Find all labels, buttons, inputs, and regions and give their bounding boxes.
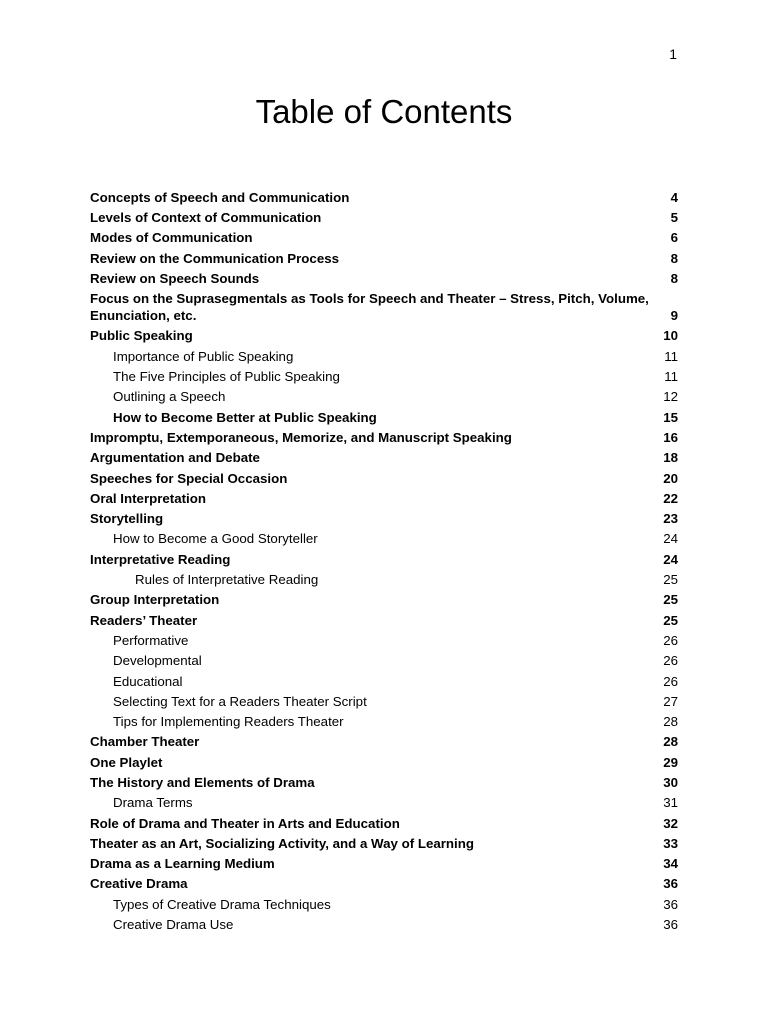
toc-entry[interactable] xyxy=(90,874,678,894)
toc-entry-page-number: 5 xyxy=(670,210,678,225)
toc-entry-title: Selecting Text for a Readers Theater Script xyxy=(113,693,367,709)
toc-entry[interactable] xyxy=(90,732,678,752)
toc-entry[interactable] xyxy=(90,630,678,650)
toc-entry[interactable] xyxy=(90,427,678,447)
toc-entry[interactable] xyxy=(90,610,678,630)
toc-entry[interactable] xyxy=(90,508,678,528)
toc-entry-title: Educational xyxy=(113,673,183,689)
toc-entry[interactable] xyxy=(90,833,678,853)
toc-entry-title: How to Become a Good Storyteller xyxy=(113,531,318,547)
toc-entry-page-number: 6 xyxy=(670,230,678,246)
toc-entry[interactable] xyxy=(90,346,678,366)
toc-entry[interactable] xyxy=(90,288,678,325)
toc-entry[interactable] xyxy=(90,366,678,386)
toc-entry[interactable] xyxy=(90,207,678,227)
toc-entry-title: Types of Creative Drama Techniques xyxy=(113,896,331,912)
toc-entry[interactable] xyxy=(90,488,678,508)
toc-entry-page-number: 24 xyxy=(663,531,678,547)
toc-entry-page-number: 25 xyxy=(663,572,678,588)
toc-entry-title: Concepts of Speech and Communication xyxy=(90,189,350,205)
toc-entry-title: Review on the Communication Process xyxy=(90,250,340,266)
toc-entry-page-number: 8 xyxy=(670,250,678,266)
toc-entry[interactable] xyxy=(90,671,678,691)
toc-entry-title: Creative Drama Use xyxy=(113,917,234,933)
toc-entry-page-number: 34 xyxy=(663,856,678,872)
toc-entry-title: Group Interpretation xyxy=(90,592,220,608)
toc-entry-title: Performative xyxy=(113,632,189,648)
toc-entry[interactable] xyxy=(90,590,678,610)
toc-entry-page-number: 27 xyxy=(663,693,678,709)
toc-entry-title: Argumentation and Debate xyxy=(90,450,260,466)
toc-entry-page-number: 25 xyxy=(663,592,678,608)
toc-entry-title: Public Speaking xyxy=(90,328,193,344)
toc-entry-title: Importance of Public Speaking xyxy=(113,348,294,364)
toc-entry-title: Oral Interpretation xyxy=(90,490,206,506)
toc-entry-page-number: 26 xyxy=(663,653,678,669)
toc-entry-title: Modes of Communication xyxy=(90,230,253,246)
toc-entry-page-number: 36 xyxy=(663,896,678,912)
toc-entry[interactable] xyxy=(90,894,678,914)
toc-entry-page-number: 11 xyxy=(664,369,678,385)
page-number: 1 xyxy=(669,46,677,62)
toc-entry-title: The History and Elements of Drama xyxy=(90,775,315,790)
toc-entry-title: Drama Terms xyxy=(113,795,193,811)
toc-entry-title: Storytelling xyxy=(90,511,164,527)
toc-entry-title: Levels of Context of Communication xyxy=(90,210,322,225)
toc-entry-title: One Playlet xyxy=(90,754,163,770)
toc-entry[interactable] xyxy=(90,448,678,468)
toc-entry-title: Outlining a Speech xyxy=(113,389,226,405)
toc-entry[interactable] xyxy=(90,549,678,569)
toc-entry[interactable] xyxy=(90,691,678,711)
toc-entry-page-number: 31 xyxy=(663,795,678,811)
toc-entry-title: The Five Principles of Public Speaking xyxy=(113,369,340,385)
toc-entry-title: Review on Speech Sounds xyxy=(90,270,260,286)
toc-entry-page-number: 28 xyxy=(663,714,678,730)
toc-entry[interactable] xyxy=(90,228,678,248)
table-of-contents xyxy=(90,187,678,935)
toc-entry-page-number: 28 xyxy=(663,734,678,750)
toc-entry-page-number: 12 xyxy=(663,389,678,405)
toc-entry-title: Rules of Interpretative Reading xyxy=(135,572,319,588)
toc-entry-title: Speeches for Special Occasion xyxy=(90,470,288,486)
toc-entry-page-number: 24 xyxy=(663,551,678,567)
toc-entry-page-number: 26 xyxy=(663,673,678,689)
toc-entry-page-number: 22 xyxy=(663,490,678,506)
toc-entry[interactable] xyxy=(90,529,678,549)
toc-entry[interactable] xyxy=(90,268,678,288)
toc-entry[interactable] xyxy=(90,711,678,731)
toc-entry-page-number: 29 xyxy=(663,754,678,770)
toc-entry-page-number: 11 xyxy=(664,348,678,364)
toc-entry-page-number: 15 xyxy=(663,409,678,425)
toc-entry-title: Theater as an Art, Socializing Activity, and a Way of Learning xyxy=(90,835,474,851)
toc-entry-title: Focus on the Suprasegmentals as Tools for Speech and Theater – Stress, Pitch, Volume, Enunciation, etc. xyxy=(90,291,649,324)
toc-entry[interactable] xyxy=(90,248,678,268)
toc-entry[interactable] xyxy=(90,651,678,671)
toc-entry-page-number: 10 xyxy=(663,328,678,344)
toc-entry[interactable] xyxy=(90,187,678,207)
toc-entry-page-number: 36 xyxy=(663,876,678,892)
toc-entry-page-number: 18 xyxy=(663,450,678,466)
toc-entry[interactable] xyxy=(90,914,678,934)
toc-entry-page-number: 16 xyxy=(663,429,678,445)
toc-entry-page-number: 8 xyxy=(670,270,678,286)
toc-entry-title: Role of Drama and Theater in Arts and Education xyxy=(90,815,400,831)
toc-entry-page-number: 4 xyxy=(670,189,678,205)
toc-entry-page-number: 26 xyxy=(663,632,678,648)
toc-entry-title: Tips for Implementing Readers Theater xyxy=(113,714,344,730)
toc-entry-page-number: 20 xyxy=(663,470,678,486)
toc-entry-title: Developmental xyxy=(113,653,202,669)
toc-entry[interactable] xyxy=(90,387,678,407)
toc-entry-title: Chamber Theater xyxy=(90,734,200,750)
toc-entry-title: How to Become Better at Public Speaking xyxy=(113,409,377,425)
toc-entry-page-number: 33 xyxy=(663,835,678,851)
toc-entry-page-number: 36 xyxy=(663,917,678,933)
toc-entry-page-number: 32 xyxy=(663,815,678,831)
toc-entry-title: Creative Drama xyxy=(90,876,188,892)
toc-entry-page-number: 30 xyxy=(663,775,678,790)
toc-entry-title: Interpretative Reading xyxy=(90,551,231,567)
toc-entry-title: Impromptu, Extemporaneous, Memorize, and Manuscript Speaking xyxy=(90,429,512,445)
toc-entry[interactable] xyxy=(90,407,678,427)
toc-entry-page-number: 25 xyxy=(663,612,678,628)
toc-entry[interactable] xyxy=(90,468,678,488)
toc-entry-page-number: 23 xyxy=(663,511,678,527)
toc-entry[interactable] xyxy=(90,853,678,873)
toc-entry[interactable] xyxy=(90,569,678,589)
page-title: Table of Contents xyxy=(255,93,513,130)
toc-entry[interactable] xyxy=(90,793,678,813)
toc-entry-title: Readers’ Theater xyxy=(90,612,198,628)
toc-entry[interactable] xyxy=(90,813,678,833)
toc-entry-title: Drama as a Learning Medium xyxy=(90,856,275,872)
toc-entry-page-number: 9 xyxy=(670,308,678,324)
toc-entry[interactable] xyxy=(90,752,678,772)
toc-entry[interactable] xyxy=(90,772,678,792)
toc-entry[interactable] xyxy=(90,326,678,346)
